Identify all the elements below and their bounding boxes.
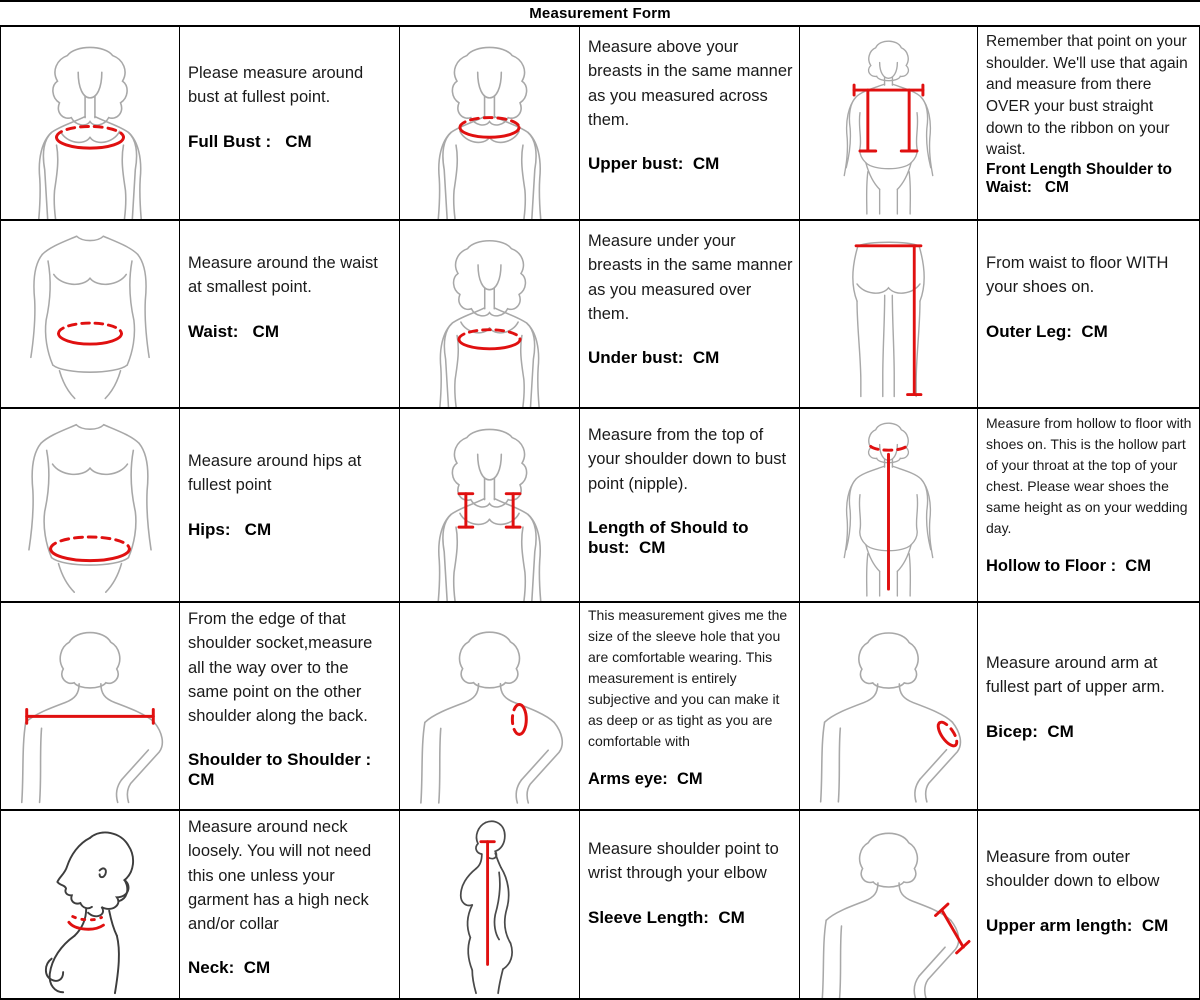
- instruction-cell-sleeve-length: [580, 811, 800, 1000]
- measurement-label-shoulder-to-shoulder: Shoulder to Shoulder : CM: [188, 750, 376, 790]
- sleeve-length-figure: [400, 811, 579, 998]
- upper-arm-length-figure: [800, 811, 977, 998]
- instruction-text: From the edge of that shoulder socket,measure all the way over to the same point on the other shoulder along the back.: [188, 610, 373, 725]
- instruction-cell-upper-bust: [580, 27, 800, 221]
- under-bust-figure: [400, 221, 579, 407]
- instruction-cell-waist: [180, 221, 400, 409]
- figure-cell-sleeve-length: [400, 811, 580, 1000]
- figure-cell-upper-arm-length: [800, 811, 978, 1000]
- instruction-text: Measure around arm at fullest part of upper arm.: [986, 654, 1165, 697]
- measurement-label-upper-bust: Upper bust: CM: [588, 154, 720, 173]
- instruction-cell-full-bust: [180, 27, 400, 221]
- instruction-text: Measure from outer shoulder down to elbow: [986, 848, 1160, 891]
- figure-cell-neck: [0, 811, 180, 1000]
- figure-cell-front-length: [800, 27, 978, 221]
- instruction-text: Remember that point on your shoulder. We'll use that again and measure from there OVER your bust straight down to the ribbon on your waist.: [986, 33, 1188, 159]
- measurement-label-outer-leg: Outer Leg: CM: [986, 321, 1108, 341]
- front-length-figure: [800, 27, 977, 219]
- measurement-label-front-length: Front Length Shoulder to Waist: CM: [986, 161, 1177, 197]
- figure-cell-under-bust: [400, 221, 580, 409]
- measurement-table: [0, 27, 1200, 1000]
- instruction-text: Measure from the top of your shoulder down to bust point (nipple).: [588, 426, 787, 493]
- upper-bust-figure: [400, 27, 579, 219]
- measurement-label-upper-arm-length: Upper arm length: CM: [986, 915, 1169, 935]
- instruction-text: Measure around the waist at smallest point.: [188, 254, 378, 297]
- measurement-label-waist: Waist: CM: [188, 321, 279, 341]
- outer-leg-figure: [800, 221, 977, 407]
- measurement-label-under-bust: Under bust: CM: [588, 348, 720, 367]
- page-title: Measurement Form: [529, 5, 671, 22]
- instruction-cell-hollow-to-floor: [978, 409, 1200, 603]
- arms-eye-figure: [400, 603, 579, 809]
- figure-cell-waist: [0, 221, 180, 409]
- instruction-text: This measurement gives me the size of the sleeve hole that you are comfortable wearing. This measurement is entirely subjective and you can make it as deep or as tight as you are comfortable with: [588, 607, 788, 749]
- instruction-text: Measure around neck loosely. You will not need this one unless your garment has a high neck and/or collar: [188, 818, 372, 933]
- measurement-label-neck: Neck: CM: [188, 958, 271, 978]
- measurement-label-hips: Hips: CM: [188, 519, 272, 539]
- figure-cell-full-bust: [0, 27, 180, 221]
- figure-cell-hips: [0, 409, 180, 603]
- instruction-cell-outer-leg: [978, 221, 1200, 409]
- instruction-cell-shoulder-to-shoulder: [180, 603, 400, 811]
- shoulder-to-shoulder-figure: [1, 603, 179, 809]
- measurement-label-shoulder-to-bust: Length of Should to bust: CM: [588, 517, 754, 557]
- measurement-label-full-bust: Full Bust : CM: [188, 131, 312, 151]
- measurement-label-hollow-to-floor: Hollow to Floor : CM: [986, 557, 1151, 575]
- title-bar: [0, 0, 1200, 27]
- measurement-label-sleeve-length: Sleeve Length: CM: [588, 907, 745, 927]
- instruction-cell-bicep: [978, 603, 1200, 811]
- figure-cell-bicep: [800, 603, 978, 811]
- measurement-label-bicep: Bicep: CM: [986, 721, 1074, 741]
- full-bust-figure: [1, 27, 179, 219]
- neck-figure: [1, 811, 179, 998]
- hollow-to-floor-figure: [800, 409, 977, 601]
- instruction-cell-arms-eye: [580, 603, 800, 811]
- instruction-text: Measure under your breasts in the same manner as you measured over them.: [588, 232, 793, 323]
- measurement-label-arms-eye: Arms eye: CM: [588, 770, 703, 788]
- figure-cell-shoulder-to-bust: [400, 409, 580, 603]
- instruction-cell-upper-arm-length: [978, 811, 1200, 1000]
- instruction-text: Measure around hips at fullest point: [188, 452, 362, 495]
- instruction-cell-front-length: [978, 27, 1200, 221]
- instruction-text: From waist to floor WITH your shoes on.: [986, 254, 1169, 297]
- waist-figure: [1, 221, 179, 407]
- instruction-text: Measure from hollow to floor with shoes on. This is the hollow part of your throat at the top of your chest. Please wear shoes the same height as on your wedding day.: [986, 415, 1192, 536]
- instruction-cell-under-bust: [580, 221, 800, 409]
- instruction-cell-hips: [180, 409, 400, 603]
- instruction-text: Please measure around bust at fullest point.: [188, 64, 364, 107]
- instruction-cell-shoulder-to-bust: [580, 409, 800, 603]
- hips-figure: [1, 409, 179, 601]
- figure-cell-outer-leg: [800, 221, 978, 409]
- figure-cell-hollow-to-floor: [800, 409, 978, 603]
- shoulder-to-bust-figure: [400, 409, 579, 601]
- instruction-text: Measure shoulder point to wrist through your elbow: [588, 840, 779, 883]
- figure-cell-upper-bust: [400, 27, 580, 221]
- figure-cell-shoulder-to-shoulder: [0, 603, 180, 811]
- bicep-figure: [800, 603, 977, 809]
- figure-cell-arms-eye: [400, 603, 580, 811]
- instruction-cell-neck: [180, 811, 400, 1000]
- instruction-text: Measure above your breasts in the same manner as you measured across them.: [588, 38, 793, 129]
